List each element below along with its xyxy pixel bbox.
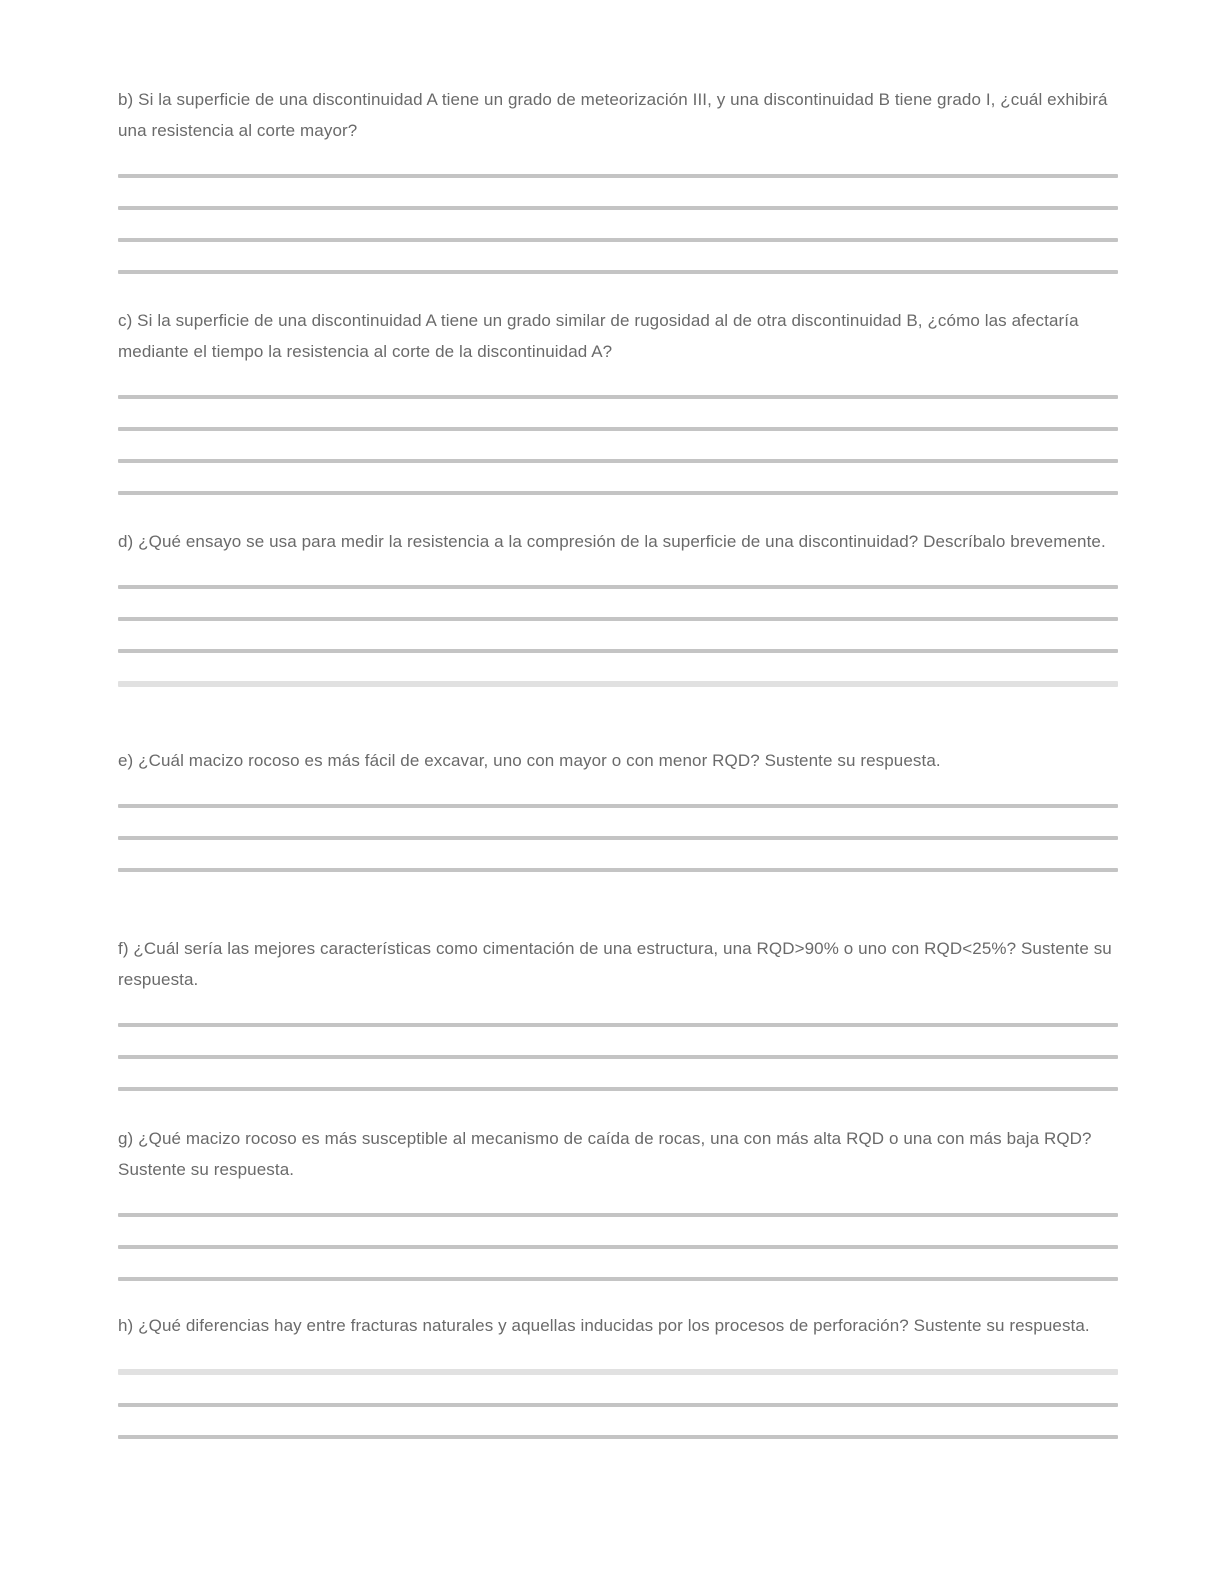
answer-line[interactable] <box>118 1435 1118 1439</box>
answer-line[interactable] <box>118 1023 1118 1027</box>
answer-area[interactable] <box>118 395 1118 495</box>
answer-line[interactable] <box>118 491 1118 495</box>
answer-area[interactable] <box>118 1369 1118 1439</box>
question-text: d) ¿Qué ensayo se usa para medir la resistencia a la compresión de la superficie de una discontinuidad? Descríbalo brevemente. <box>118 532 1106 551</box>
answer-area[interactable] <box>118 174 1118 274</box>
answer-line[interactable] <box>118 395 1118 399</box>
question-b <box>118 84 1118 274</box>
answer-line[interactable] <box>118 459 1118 463</box>
answer-line[interactable] <box>118 617 1118 621</box>
question-f <box>118 933 1118 1091</box>
question-text: e) ¿Cuál macizo rocoso es más fácil de excavar, uno con mayor o con menor RQD? Sustente su respuesta. <box>118 751 941 770</box>
answer-area[interactable] <box>118 585 1118 687</box>
answer-line[interactable] <box>118 270 1118 274</box>
answer-area[interactable] <box>118 1023 1118 1091</box>
answer-line[interactable] <box>118 1403 1118 1407</box>
answer-line[interactable] <box>118 427 1118 431</box>
answer-line[interactable] <box>118 238 1118 242</box>
question-text: h) ¿Qué diferencias hay entre fracturas naturales y aquellas inducidas por los procesos de perforación? Sustente su respuesta. <box>118 1316 1090 1335</box>
question-d <box>118 526 1118 687</box>
answer-line[interactable] <box>118 804 1118 808</box>
question-text: b) Si la superficie de una discontinuidad A tiene un grado de meteorización III, y una discontinuidad B tiene grado I, ¿cuál exhibirá una resistencia al corte mayor? <box>118 90 1108 140</box>
answer-line[interactable] <box>118 174 1118 178</box>
answer-line[interactable] <box>118 206 1118 210</box>
answer-line[interactable] <box>118 585 1118 589</box>
question-e <box>118 745 1118 872</box>
answer-line[interactable] <box>118 681 1118 687</box>
answer-line[interactable] <box>118 1369 1118 1375</box>
answer-line[interactable] <box>118 1087 1118 1091</box>
answer-line[interactable] <box>118 1055 1118 1059</box>
question-c <box>118 305 1118 495</box>
question-text: g) ¿Qué macizo rocoso es más susceptible al mecanismo de caída de rocas, una con más alta RQD o una con más baja RQD? Sustente su respuesta. <box>118 1129 1092 1179</box>
question-text: c) Si la superficie de una discontinuidad A tiene un grado similar de rugosidad al de otra discontinuidad B, ¿cómo las afectaría mediante el tiempo la resistencia al corte de la discontinuidad A? <box>118 311 1079 361</box>
answer-line[interactable] <box>118 868 1118 872</box>
question-text: f) ¿Cuál sería las mejores características como cimentación de una estructura, una RQD>90% o uno con RQD<25%? Sustente su respuesta. <box>118 939 1112 989</box>
question-g <box>118 1123 1118 1281</box>
answer-line[interactable] <box>118 1245 1118 1249</box>
answer-area[interactable] <box>118 804 1118 872</box>
question-h <box>118 1310 1118 1439</box>
answer-line[interactable] <box>118 1277 1118 1281</box>
answer-line[interactable] <box>118 649 1118 653</box>
answer-line[interactable] <box>118 1213 1118 1217</box>
answer-area[interactable] <box>118 1213 1118 1281</box>
answer-line[interactable] <box>118 836 1118 840</box>
